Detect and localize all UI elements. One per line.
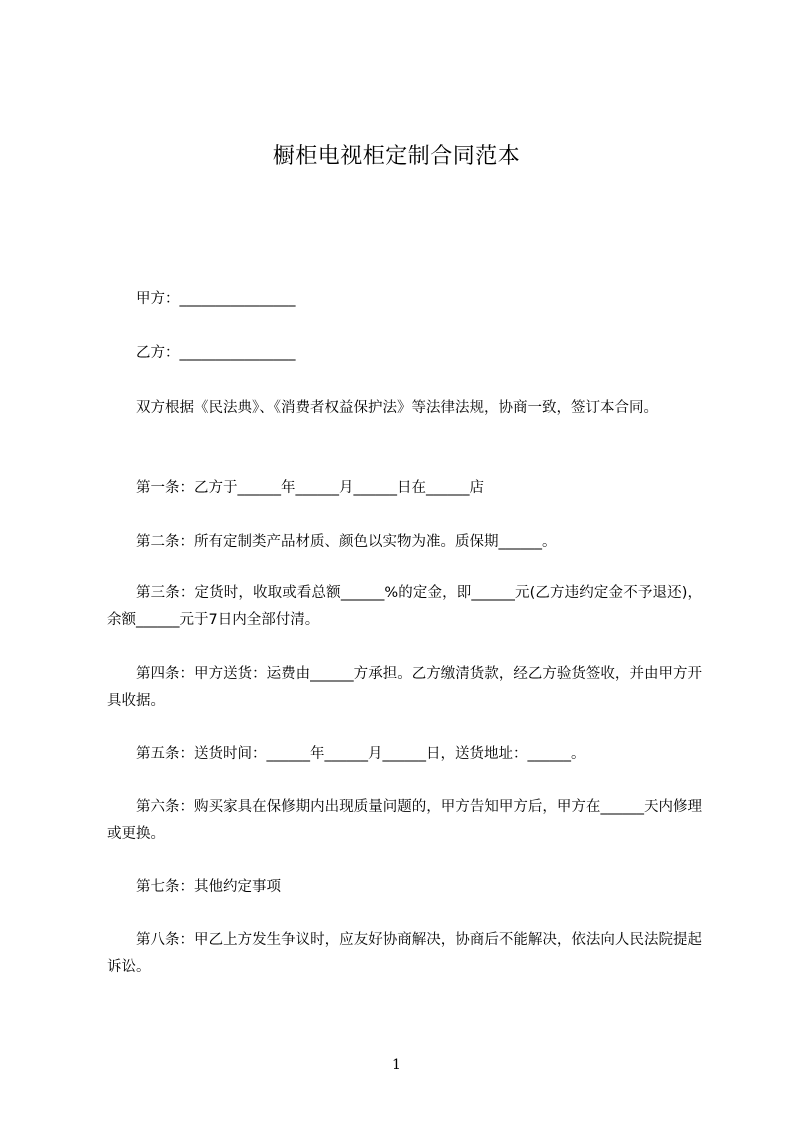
article-7-paragraph: 第七条：其他约定事项 <box>136 879 281 895</box>
article-1-paragraph: 第一条：乙方于______年______月______日在______店 <box>136 480 484 496</box>
document-title: 橱柜电视柜定制合同范本 <box>272 144 521 169</box>
article-3-paragraph: 第三条：定货时，收取或看总额______%的定金，即______元(乙方违约定金不予退还)，余额______元于7日内全部付清。 <box>107 585 702 628</box>
party-a-line: 甲方：________________ <box>136 291 296 307</box>
article-5-paragraph: 第五条：送货时间：______年______月______日，送货地址：______。 <box>136 746 586 762</box>
article-2-paragraph: 第二条：所有定制类产品材质、颜色以实物为准。质保期______。 <box>136 534 557 550</box>
article-6-paragraph: 第六条：购买家具在保修期内出现质量问题的，甲方告知甲方后，甲方在______天内修理或更换。 <box>107 799 702 842</box>
preamble-paragraph: 双方根据《民法典》、《消费者权益保护法》等法律法规，协商一致，签订本合同。 <box>136 400 658 416</box>
page-number: 1 <box>392 1057 401 1073</box>
article-8-paragraph: 第八条：甲乙上方发生争议时，应友好协商解决，协商后不能解决，依法向人民法院提起诉讼。 <box>107 932 702 975</box>
article-4-paragraph: 第四条：甲方送货：运费由______方承担。乙方缴清货款，经乙方验货签收，并由甲方开具收据。 <box>107 666 702 709</box>
party-b-line: 乙方：________________ <box>136 345 296 361</box>
